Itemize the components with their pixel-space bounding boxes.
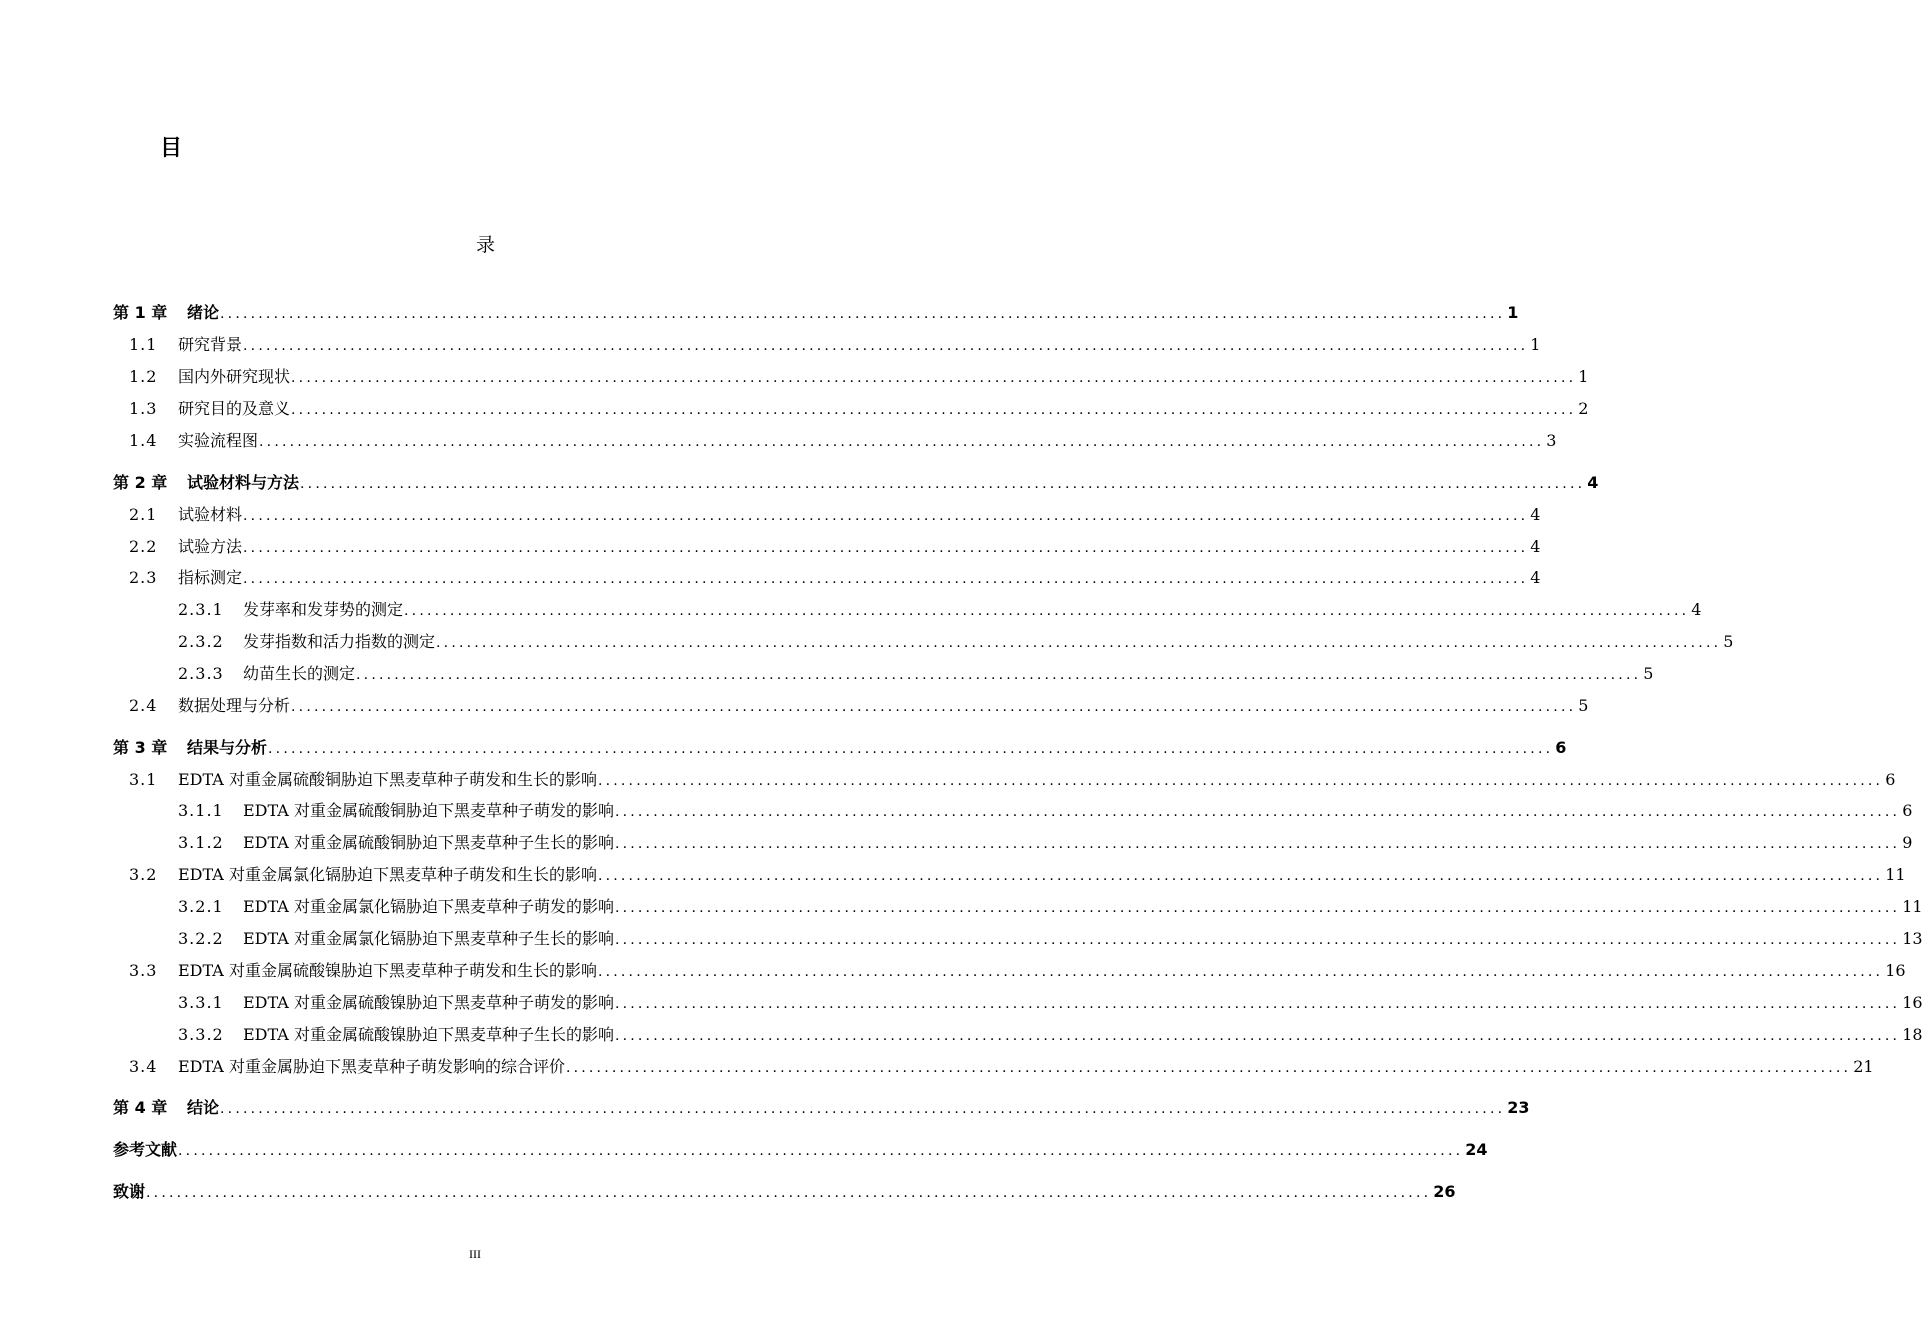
toc-entry-chapter-2[interactable] — [0, 469, 1599, 493]
toc-entry-references[interactable] — [0, 1136, 1488, 1160]
toc-entry-page: 5 — [1578, 696, 1589, 715]
toc-entry-chapter-1[interactable] — [0, 299, 1519, 323]
toc-entry-3-1[interactable] — [0, 766, 1896, 790]
page-number-footer: III — [469, 1247, 481, 1261]
toc-entry-title: 试验材料与方法 — [187, 473, 300, 492]
toc-entry-page: 11 — [1885, 865, 1906, 884]
dot-leader: ........................................................................................................................................................................ — [614, 804, 1901, 820]
toc-entry-title: 结论 — [187, 1098, 220, 1117]
toc-entry-number: 2.2 — [129, 537, 158, 556]
toc-entry-1-1[interactable] — [0, 331, 1541, 355]
toc-entry-title: EDTA 对重金属氯化镉胁迫下黑麦草种子生长的影响 — [243, 929, 614, 948]
toc-entry-title: 试验材料 — [178, 505, 243, 524]
dot-leader: ........................................................................................................................................................................ — [146, 1185, 1432, 1201]
toc-entry-title: 研究背景 — [178, 335, 243, 354]
dot-leader: ........................................................................................................................................................................ — [220, 1101, 1506, 1117]
toc-entry-title: 实验流程图 — [178, 431, 259, 450]
toc-entry-number: 3.2.1 — [178, 897, 224, 916]
dot-leader: ........................................................................................................................................................................ — [614, 900, 1901, 916]
toc-entry-number: 3.3.2 — [178, 1025, 224, 1044]
toc-entry-number: 2.1 — [129, 505, 158, 524]
dot-leader: ........................................................................................................................................................................ — [300, 476, 1586, 492]
toc-entry-page: 5 — [1643, 664, 1654, 683]
dot-leader: ........................................................................................................................................................................ — [614, 932, 1901, 948]
dot-leader: ........................................................................................................................................................................ — [404, 603, 1690, 619]
toc-entry-number: 第 2 章 — [113, 473, 168, 492]
toc-entry-2-4[interactable] — [0, 692, 1589, 716]
toc-entry-page: 16 — [1902, 993, 1923, 1012]
dot-leader: ........................................................................................................................................................................ — [565, 1060, 1852, 1076]
dot-leader: ........................................................................................................................................................................ — [614, 836, 1901, 852]
toc-title-first-char: 目 — [160, 136, 183, 161]
toc-entry-page: 5 — [1723, 632, 1734, 651]
toc-entry-3-1-2[interactable] — [0, 829, 1913, 853]
toc-entry-title: 试验方法 — [178, 537, 243, 556]
toc-entry-number: 3.4 — [129, 1057, 158, 1076]
toc-entry-page: 4 — [1530, 568, 1541, 587]
toc-entry-number: 3.1.2 — [178, 833, 224, 852]
dot-leader: ........................................................................................................................................................................ — [243, 338, 1529, 354]
toc-entry-page: 1 — [1530, 335, 1541, 354]
dot-leader: ........................................................................................................................................................................ — [614, 996, 1901, 1012]
toc-entry-page: 6 — [1555, 738, 1567, 757]
toc-entry-number: 2.3 — [129, 568, 158, 587]
dot-leader: ........................................................................................................................................................................ — [356, 667, 1642, 683]
toc-entry-page: 9 — [1902, 833, 1913, 852]
toc-entry-title: EDTA 对重金属硫酸镍胁迫下黑麦草种子萌发的影响 — [243, 993, 614, 1012]
toc-entry-page: 21 — [1853, 1057, 1874, 1076]
toc-entry-number: 第 1 章 — [113, 303, 168, 322]
toc-entry-2-2[interactable] — [0, 533, 1541, 557]
toc-entry-acknowledgements[interactable] — [0, 1178, 1456, 1202]
toc-title-second-char: 录 — [476, 234, 496, 256]
toc-entry-number: 第 4 章 — [113, 1098, 168, 1117]
toc-entry-page: 18 — [1902, 1025, 1923, 1044]
toc-entry-page: 3 — [1546, 431, 1557, 450]
dot-leader: ........................................................................................................................................................................ — [597, 868, 1884, 884]
toc-entry-title: 结果与分析 — [187, 738, 268, 757]
toc-entry-number: 3.1 — [129, 770, 158, 789]
toc-entry-2-3[interactable] — [0, 564, 1541, 588]
toc-entry-page: 11 — [1902, 897, 1923, 916]
toc-entry-1-2[interactable] — [0, 363, 1589, 387]
dot-leader: ........................................................................................................................................................................ — [268, 741, 1554, 757]
toc-entry-page: 2 — [1578, 399, 1589, 418]
toc-entry-3-2-2[interactable] — [0, 925, 1923, 949]
toc-entry-title: 发芽指数和活力指数的测定 — [243, 632, 436, 651]
dot-leader: ........................................................................................................................................................................ — [178, 1143, 1464, 1159]
toc-entry-title: 指标测定 — [178, 568, 243, 587]
toc-entry-title: 绪论 — [187, 303, 220, 322]
toc-entry-number: 1.4 — [129, 431, 158, 450]
toc-entry-2-3-3[interactable] — [0, 660, 1654, 684]
toc-entry-page: 24 — [1465, 1140, 1488, 1159]
toc-entry-page: 1 — [1507, 303, 1519, 322]
toc-entry-1-3[interactable] — [0, 395, 1589, 419]
toc-entry-number: 第 3 章 — [113, 738, 168, 757]
toc-entry-2-3-2[interactable] — [0, 628, 1734, 652]
toc-entry-page: 26 — [1433, 1182, 1456, 1201]
toc-entry-page: 4 — [1587, 473, 1599, 492]
toc-entry-3-3-1[interactable] — [0, 989, 1923, 1013]
toc-entry-title: EDTA 对重金属硫酸铜胁迫下黑麦草种子萌发的影响 — [243, 801, 614, 820]
toc-entry-title: EDTA 对重金属硫酸镍胁迫下黑麦草种子萌发和生长的影响 — [178, 961, 597, 980]
dot-leader: ........................................................................................................................................................................ — [597, 773, 1884, 789]
toc-entry-number: 2.3.2 — [178, 632, 224, 651]
toc-entry-title: 幼苗生长的测定 — [243, 664, 356, 683]
dot-leader: ........................................................................................................................................................................ — [243, 540, 1529, 556]
dot-leader: ........................................................................................................................................................................ — [259, 434, 1545, 450]
toc-entry-number: 2.3.3 — [178, 664, 224, 683]
toc-entry-page: 16 — [1885, 961, 1906, 980]
dot-leader: ........................................................................................................................................................................ — [614, 1028, 1901, 1044]
dot-leader: ........................................................................................................................................................................ — [436, 635, 1722, 651]
toc-entry-title: EDTA 对重金属氯化镉胁迫下黑麦草种子萌发和生长的影响 — [178, 865, 597, 884]
toc-entry-3-4[interactable] — [0, 1053, 1874, 1077]
toc-entry-number: 3.3.1 — [178, 993, 224, 1012]
toc-entry-title: EDTA 对重金属硫酸镍胁迫下黑麦草种子生长的影响 — [243, 1025, 614, 1044]
toc-entry-title: EDTA 对重金属硫酸铜胁迫下黑麦草种子生长的影响 — [243, 833, 614, 852]
toc-entry-number: 2.3.1 — [178, 600, 224, 619]
dot-leader: ........................................................................................................................................................................ — [291, 699, 1577, 715]
toc-entry-page: 23 — [1507, 1098, 1530, 1117]
toc-entry-3-2-1[interactable] — [0, 893, 1923, 917]
toc-entry-page: 1 — [1578, 367, 1589, 386]
toc-entry-2-3-1[interactable] — [0, 596, 1702, 620]
dot-leader: ........................................................................................................................................................................ — [291, 402, 1577, 418]
toc-entry-3-3[interactable] — [0, 957, 1906, 981]
toc-entry-chapter-3[interactable] — [0, 734, 1567, 758]
toc-entry-page: 4 — [1530, 537, 1541, 556]
dot-leader: ........................................................................................................................................................................ — [291, 370, 1577, 386]
toc-entry-title: 参考文献 — [113, 1140, 178, 1159]
dot-leader: ........................................................................................................................................................................ — [220, 306, 1506, 322]
toc-entry-number: 2.4 — [129, 696, 158, 715]
toc-entry-1-4[interactable] — [0, 427, 1557, 451]
toc-entry-number: 1.2 — [129, 367, 158, 386]
toc-entry-number: 3.2.2 — [178, 929, 224, 948]
toc-entry-title: 数据处理与分析 — [178, 696, 291, 715]
toc-entry-page: 4 — [1691, 600, 1702, 619]
toc-entry-title: EDTA 对重金属胁迫下黑麦草种子萌发影响的综合评价 — [178, 1057, 565, 1076]
dot-leader: ........................................................................................................................................................................ — [243, 508, 1529, 524]
toc-entry-title: 国内外研究现状 — [178, 367, 291, 386]
dot-leader: ........................................................................................................................................................................ — [597, 964, 1884, 980]
toc-entry-2-1[interactable] — [0, 501, 1541, 525]
dot-leader: ........................................................................................................................................................................ — [243, 571, 1529, 587]
toc-entry-3-1-1[interactable] — [0, 797, 1913, 821]
toc-entry-title: 致谢 — [113, 1182, 146, 1201]
toc-entry-3-2[interactable] — [0, 861, 1906, 885]
toc-entry-page: 6 — [1885, 770, 1896, 789]
toc-entry-chapter-4[interactable] — [0, 1094, 1530, 1118]
toc-entry-title: 研究目的及意义 — [178, 399, 291, 418]
toc-entry-page: 13 — [1902, 929, 1923, 948]
toc-entry-number: 3.1.1 — [178, 801, 224, 820]
toc-entry-number: 1.3 — [129, 399, 158, 418]
toc-entry-number: 1.1 — [129, 335, 158, 354]
toc-entry-title: EDTA 对重金属氯化镉胁迫下黑麦草种子萌发的影响 — [243, 897, 614, 916]
toc-entry-page: 6 — [1902, 801, 1913, 820]
toc-entry-3-3-2[interactable] — [0, 1021, 1923, 1045]
toc-entry-number: 3.3 — [129, 961, 158, 980]
toc-entry-number: 3.2 — [129, 865, 158, 884]
toc-entry-page: 4 — [1530, 505, 1541, 524]
toc-entry-title: EDTA 对重金属硫酸铜胁迫下黑麦草种子萌发和生长的影响 — [178, 770, 597, 789]
toc-entry-title: 发芽率和发芽势的测定 — [243, 600, 404, 619]
